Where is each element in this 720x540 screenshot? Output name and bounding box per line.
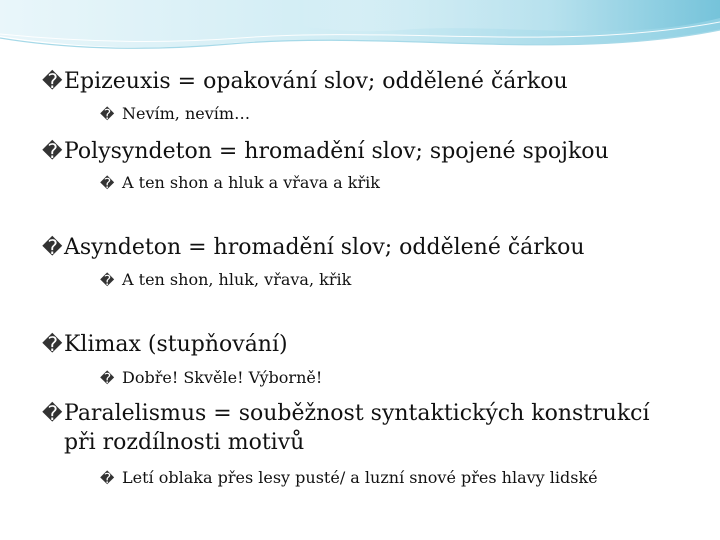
bullet-icon: � <box>42 401 63 425</box>
bullet-item-epizeuxis <box>42 68 568 95</box>
item-example: Letí oblaka přes lesy pusté/ a luzní snové přes hlavy lidské <box>122 468 598 487</box>
item-heading: Klimax (stupňování) <box>64 332 288 357</box>
item-example: A ten shon, hluk, vřava, křik <box>122 270 352 289</box>
example-item-klimax <box>100 368 322 389</box>
bullet-icon: � <box>42 69 63 93</box>
example-item-polysyndeton <box>100 173 380 194</box>
example-item-paralelismus <box>100 468 598 489</box>
bullet-item-paralelismus <box>42 400 650 427</box>
item-heading: Paralelismus = souběžnost syntaktických konstrukcí <box>64 401 650 426</box>
bullet-item-klimax <box>42 331 288 358</box>
bullet-icon: � <box>42 235 63 259</box>
item-example: A ten shon a hluk a vřava a křik <box>122 173 380 192</box>
item-heading: Polysyndeton = hromadění slov; spojené spojkou <box>64 139 609 164</box>
example-item-epizeuxis <box>100 104 250 125</box>
bullet-icon: � <box>100 176 115 192</box>
bullet-icon: � <box>42 332 63 356</box>
bullet-icon: � <box>100 471 115 487</box>
bullet-icon: � <box>100 371 115 387</box>
bullet-icon: � <box>100 107 115 123</box>
bullet-icon: � <box>42 139 63 163</box>
example-item-asyndeton <box>100 270 351 291</box>
bullet-item-asyndeton <box>42 234 585 261</box>
bullet-item-polysyndeton <box>42 138 609 165</box>
bullet-icon: � <box>100 273 115 289</box>
item-example: Dobře! Skvěle! Výborně! <box>122 368 323 387</box>
item-heading: Asyndeton = hromadění slov; oddělené čárkou <box>64 235 585 260</box>
item-heading-continuation: při rozdílnosti motivů <box>64 430 305 455</box>
item-example: Nevím, nevím… <box>122 104 251 123</box>
item-heading: Epizeuxis = opakování slov; oddělené čárkou <box>64 69 568 94</box>
